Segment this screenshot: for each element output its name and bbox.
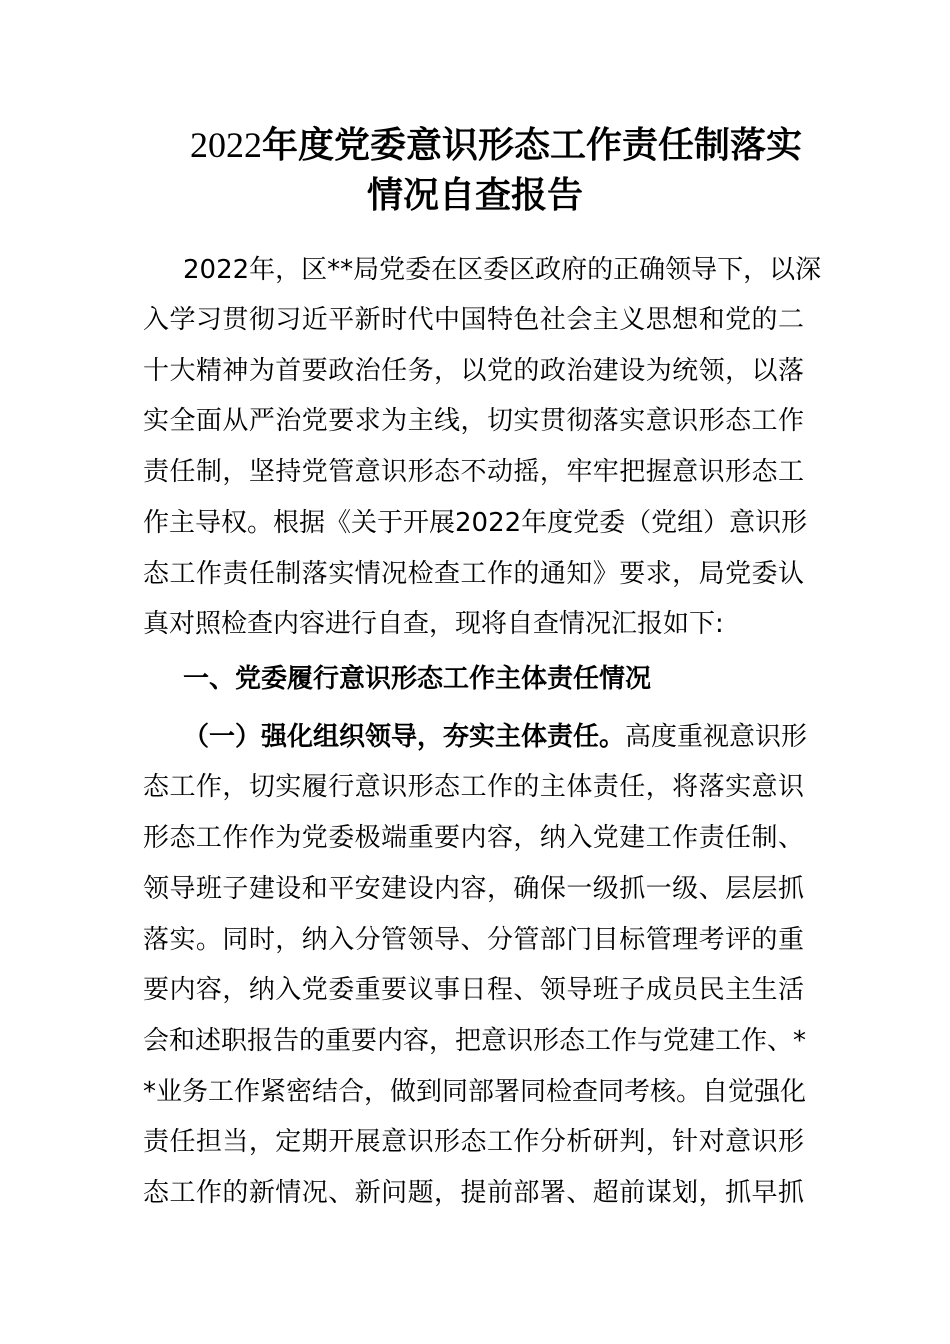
subsection-line: *业务工作紧密结合，做到同部署同检查同考核。自觉强化 [143, 1077, 807, 1107]
title-text: 年度党委意识形态工作责任制落实 [262, 124, 803, 166]
document-title-line-1 [190, 122, 802, 168]
intro-line: 实全面从严治党要求为主线，切实贯彻落实意识形态工作 [143, 406, 804, 436]
subsection-line: 责任担当，定期开展意识形态工作分析研判，针对意识形 [143, 1127, 804, 1157]
subsection-text: 高度重视意识形 [625, 722, 808, 752]
subsection-line-first [183, 717, 808, 757]
section-heading: 一、党委履行意识形态工作主体责任情况 [183, 664, 652, 694]
subsection-line: 要内容，纳入党委重要议事日程、领导班子成员民主生活 [143, 975, 804, 1005]
subsection-line: 落实。同时，纳入分管领导、分管部门目标管理考评的重 [143, 925, 804, 955]
subsection-line: 态工作的新情况、新问题，提前部署、超前谋划，抓早抓 [143, 1178, 804, 1208]
subsection-line: 态工作，切实履行意识形态工作的主体责任，将落实意识 [143, 772, 804, 802]
intro-line: 责任制，坚持党管意识形态不动摇，牢牢把握意识形态工 [143, 457, 804, 487]
document-title-line-2: 情况自查报告 [367, 174, 584, 216]
subsection-line: 形态工作作为党委极端重要内容，纳入党建工作责任制、 [143, 823, 804, 853]
intro-line: 2022年，区**局党委在区委区政府的正确领导下，以深 [183, 255, 822, 285]
intro-line: 十大精神为首要政治任务，以党的政治建设为统领，以落 [143, 356, 804, 386]
intro-line: 真对照检查内容进行自查，现将自查情况汇报如下: [143, 609, 724, 639]
title-year: 2022 [190, 125, 262, 165]
subsection-line: 领导班子建设和平安建设内容，确保一级抓一级、层层抓 [143, 874, 804, 904]
intro-line: 入学习贯彻习近平新时代中国特色社会主义思想和党的二 [143, 305, 804, 335]
subsection-line: 会和述职报告的重要内容，把意识形态工作与党建工作、* [143, 1026, 807, 1056]
intro-line: 态工作责任制落实情况检查工作的通知》要求，局党委认 [143, 559, 804, 589]
subsection-heading: （一）强化组织领导，夯实主体责任。 [183, 722, 626, 752]
intro-line: 作主导权。根据《关于开展2022年度党委（党组）意识形 [143, 508, 808, 538]
